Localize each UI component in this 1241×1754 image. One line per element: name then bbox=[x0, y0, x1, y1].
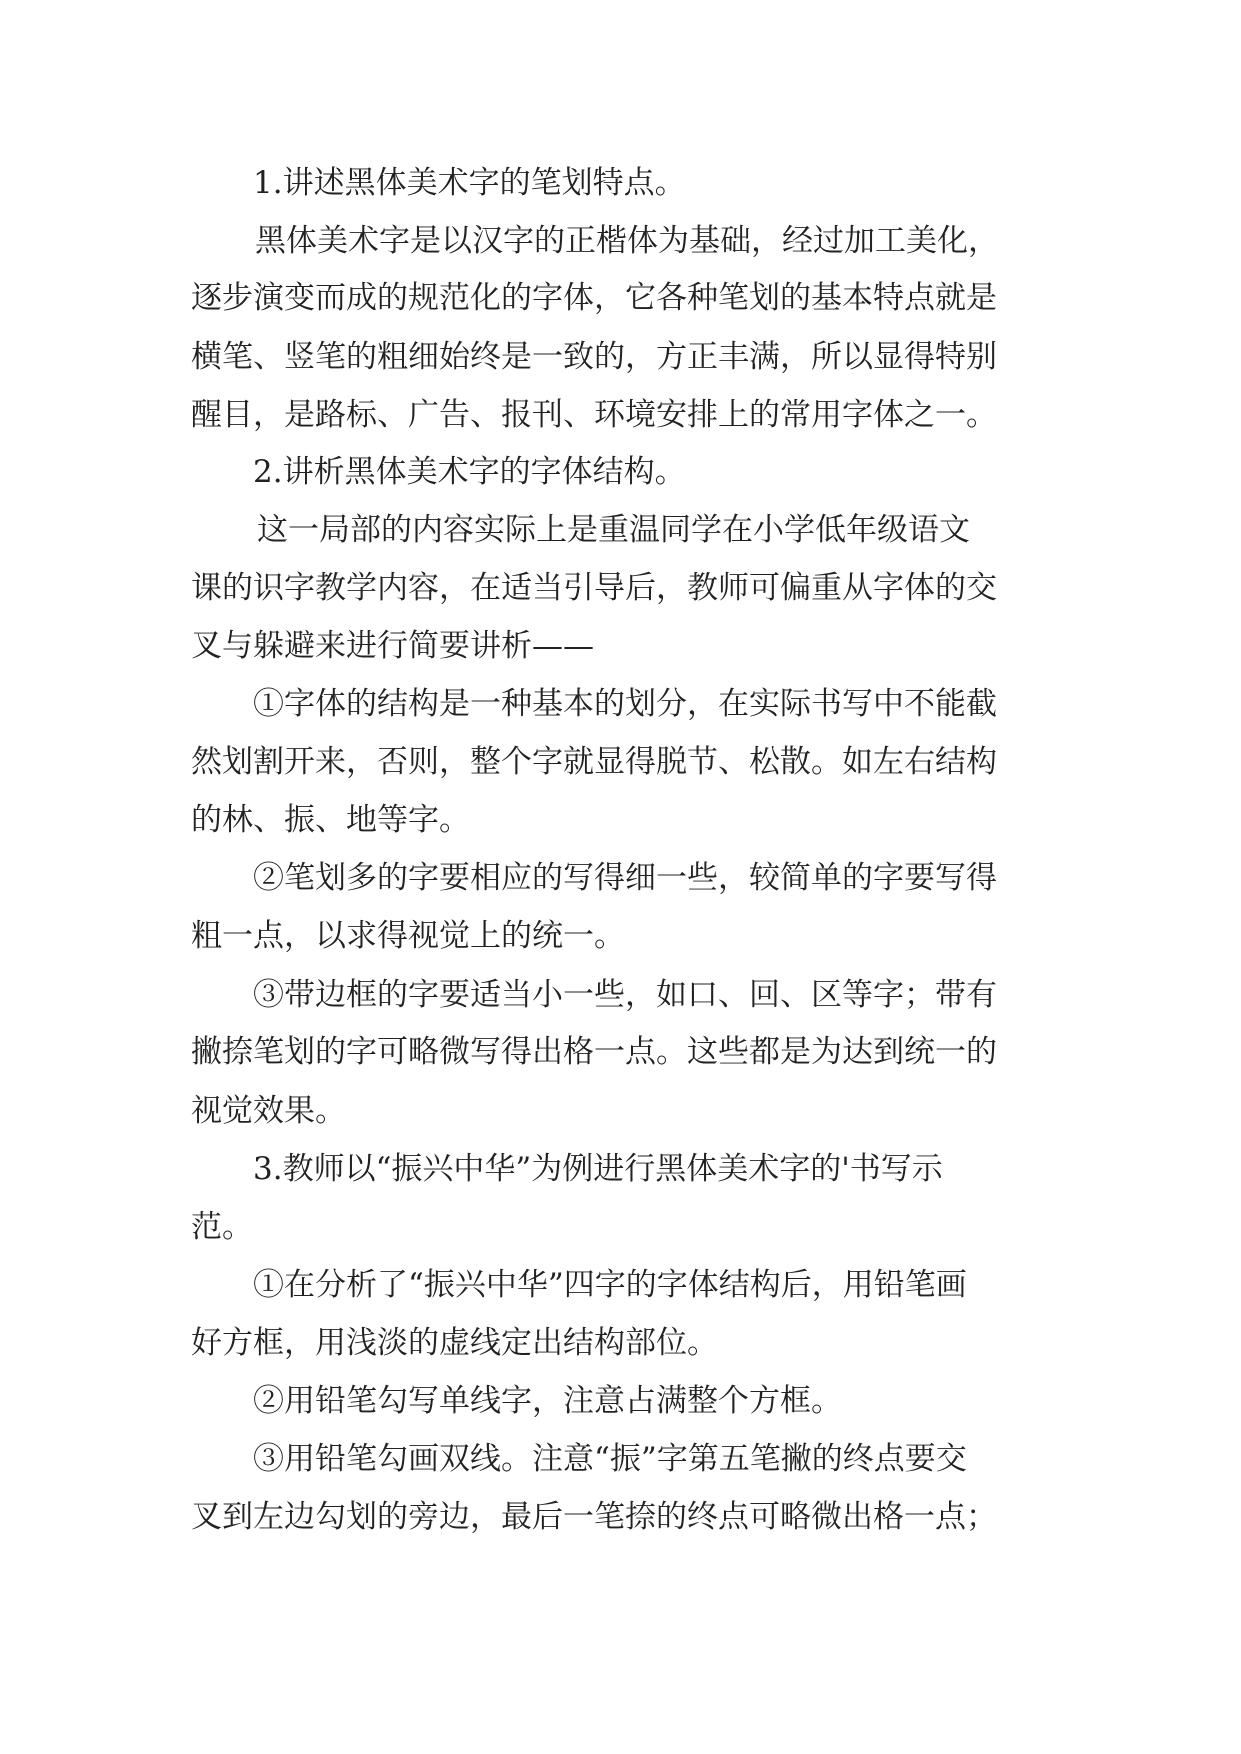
text-line: ①在分析了“振兴中华”四字的字体结构后，用铅笔画 bbox=[253, 1267, 967, 1303]
text-line: ②用铅笔勾写单线字，注意占满整个方框。 bbox=[253, 1383, 842, 1419]
text-line: ①字体的结构是一种基本的划分，在实际书写中不能截 bbox=[253, 686, 997, 722]
text-line: 逐步演变而成的规范化的字体，它各种笔划的基本特点就是 bbox=[191, 280, 997, 316]
text-line: ②笔划多的字要相应的写得细一些，较简单的字要写得 bbox=[253, 860, 997, 896]
text-line: 叉与躲避来进行简要讲析—— bbox=[191, 628, 594, 664]
text-line: 然划割开来，否则，整个字就显得脱节、松散。如左右结构 bbox=[191, 744, 997, 780]
text-line: 好方框，用浅淡的虚线定出结构部位。 bbox=[191, 1325, 718, 1361]
text-line: 1.讲述黑体美术字的笔划特点。 bbox=[253, 165, 686, 201]
text-line: 粗一点，以求得视觉上的统一。 bbox=[191, 918, 625, 954]
text-line: ③带边框的字要适当小一些，如口、回、区等字；带有 bbox=[253, 977, 997, 1013]
text-line: 横笔、竖笔的粗细始终是一致的，方正丰满，所以显得特别 bbox=[191, 339, 997, 375]
text-line: 叉到左边勾划的旁边，最后一笔捺的终点可略微出格一点； bbox=[191, 1499, 997, 1535]
text-line: 2.讲析黑体美术字的字体结构。 bbox=[253, 454, 686, 490]
text-line: 3.教师以“振兴中华”为例进行黑体美术字的'书写示 bbox=[253, 1151, 943, 1187]
text-line: 课的识字教学内容，在适当引导后，教师可偏重从字体的交 bbox=[191, 570, 997, 606]
text-line: 范。 bbox=[191, 1209, 253, 1245]
text-line: 的林、振、地等字。 bbox=[191, 802, 470, 838]
text-line: 黑体美术字是以汉字的正楷体为基础，经过加工美化， bbox=[255, 223, 999, 259]
text-line: 这一局部的内容实际上是重温同学在小学低年级语文 bbox=[257, 512, 970, 548]
text-line: 视觉效果。 bbox=[191, 1093, 346, 1129]
text-line: ③用铅笔勾画双线。注意“振”字第五笔撇的终点要交 bbox=[253, 1441, 967, 1477]
text-line: 醒目，是路标、广告、报刊、环境安排上的常用字体之一。 bbox=[191, 397, 997, 433]
text-line: 撇捺笔划的字可略微写得出格一点。这些都是为达到统一的 bbox=[191, 1034, 997, 1070]
